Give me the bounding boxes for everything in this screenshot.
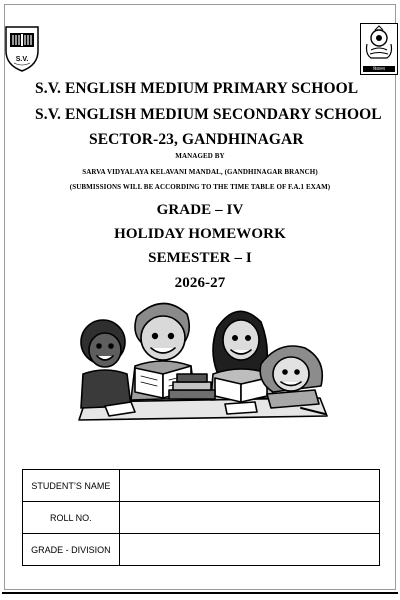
roll-no-label: ROLL NO.	[23, 502, 120, 534]
logo-left-text: S.V.	[15, 56, 29, 63]
school-name-secondary: S.V. ENGLISH MEDIUM SECONDARY SCHOOL	[35, 106, 382, 123]
table-row	[23, 534, 380, 566]
student-name-label: STUDENT’S NAME	[23, 470, 120, 502]
seal-emblem-icon	[361, 24, 397, 66]
semester-title: SEMESTER – I	[148, 250, 252, 266]
school-name-primary: S.V. ENGLISH MEDIUM PRIMARY SCHOOL	[35, 80, 359, 97]
grade-division-field[interactable]	[119, 534, 379, 566]
submissions-note: (SUBMISSIONS WILL BE ACCORDING TO THE TIME TABLE OF F.A.1 EXAM)	[69, 183, 331, 191]
school-seal-right	[360, 23, 398, 75]
managed-by-label: MANAGED BY	[175, 152, 225, 160]
bottom-rule	[2, 592, 398, 594]
table-row	[23, 470, 380, 502]
school-address: SECTOR-23, GANDHINAGAR	[89, 131, 304, 148]
student-name-field[interactable]	[119, 470, 379, 502]
homework-title: HOLIDAY HOMEWORK	[114, 226, 286, 242]
academic-year: 2026-27	[174, 275, 226, 291]
seal-text: विद्यालय	[363, 66, 395, 72]
mandal-name: SARVA VIDYALAYA KELAVANI MANDAL, (GANDHINAGAR BRANCH)	[82, 168, 318, 176]
student-info-table	[22, 469, 380, 566]
shield-book-icon	[4, 25, 40, 73]
roll-no-field[interactable]	[119, 502, 379, 534]
table-row	[23, 502, 380, 534]
grade-division-label: GRADE - DIVISION	[23, 534, 120, 566]
school-logo-left	[4, 25, 40, 73]
grade-title: GRADE – IV	[156, 202, 244, 218]
children-studying-illustration	[65, 294, 340, 429]
